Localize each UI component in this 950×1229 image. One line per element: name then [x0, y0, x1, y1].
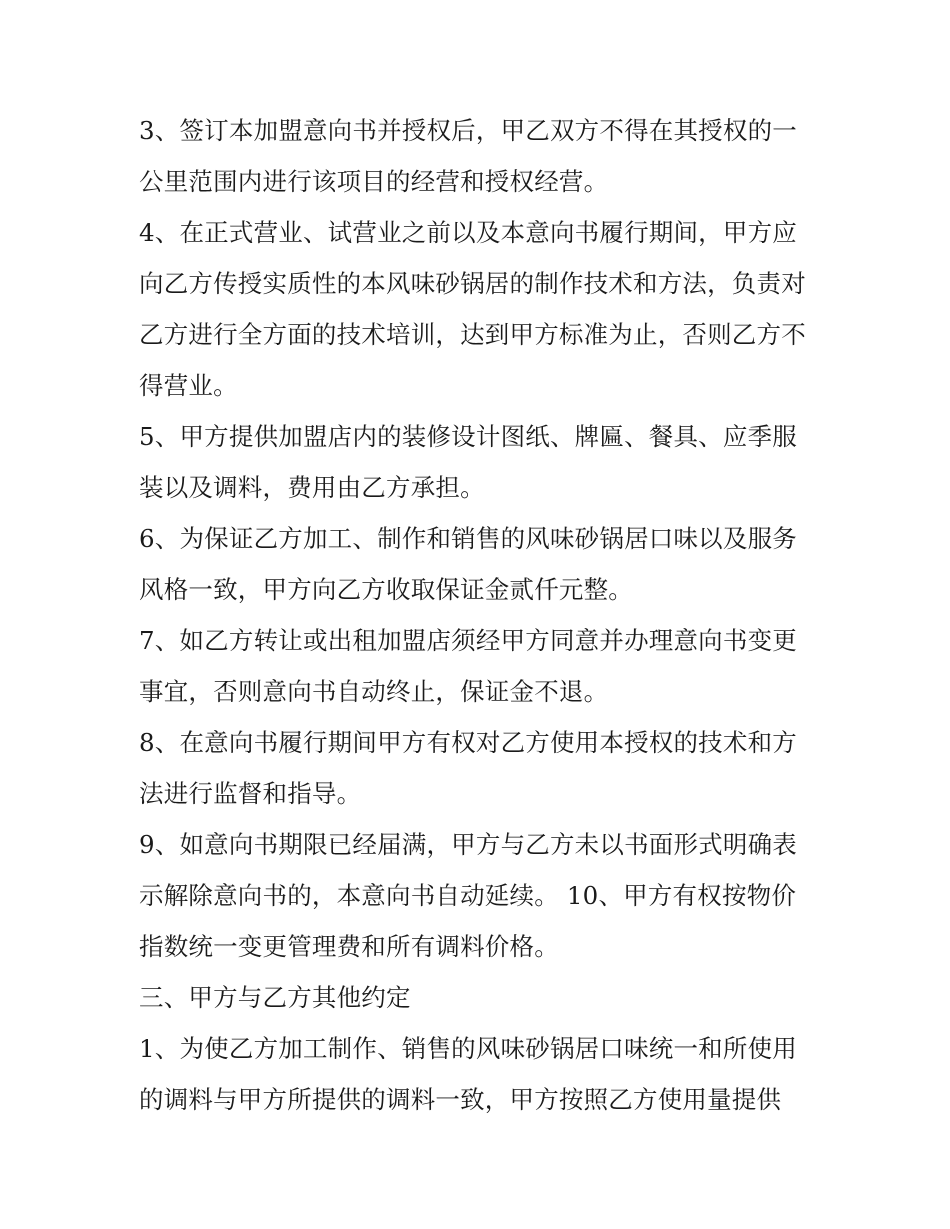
text-line: 9、如意向书期限已经届满，甲方与乙方未以书面形式明确表	[139, 830, 797, 859]
text-line: 4、在正式营业、试营业之前以及本意向书履行期间，甲方应	[139, 218, 797, 247]
section-heading: 三、甲方与乙方其他约定	[139, 983, 411, 1012]
text-line: 5、甲方提供加盟店内的装修设计图纸、牌匾、餐具、应季服	[139, 422, 797, 451]
text-line: 得营业。	[139, 371, 238, 400]
text-line: 示解除意向书的，本意向书自动延续。 10、甲方有权按物价	[139, 881, 797, 910]
text-line: 指数统一变更管理费和所有调料价格。	[139, 932, 559, 961]
text-line: 3、签订本加盟意向书并授权后，甲乙双方不得在其授权的一	[139, 116, 797, 145]
document-body	[139, 105, 819, 1125]
text-line: 法进行监督和指导。	[139, 779, 362, 808]
text-line: 7、如乙方转让或出租加盟店须经甲方同意并办理意向书变更	[139, 626, 797, 655]
text-line: 风格一致，甲方向乙方收取保证金贰仟元整。	[139, 575, 633, 604]
text-line: 事宜，否则意向书自动终止，保证金不退。	[139, 677, 609, 706]
text-line: 的调料与甲方所提供的调料一致，甲方按照乙方使用量提供	[139, 1085, 782, 1114]
text-line: 6、为保证乙方加工、制作和销售的风味砂锅居口味以及服务	[139, 524, 797, 553]
text-line: 1、为使乙方加工制作、销售的风味砂锅居口味统一和所使用	[139, 1034, 797, 1063]
text-line: 向乙方传授实质性的本风味砂锅居的制作技术和方法，负责对	[139, 269, 806, 298]
text-line: 8、在意向书履行期间甲方有权对乙方使用本授权的技术和方	[139, 728, 797, 757]
text-line: 乙方进行全方面的技术培训，达到甲方标准为止，否则乙方不	[139, 320, 806, 349]
text-line: 公里范围内进行该项目的经营和授权经营。	[139, 167, 609, 196]
text-line: 装以及调料，费用由乙方承担。	[139, 473, 485, 502]
